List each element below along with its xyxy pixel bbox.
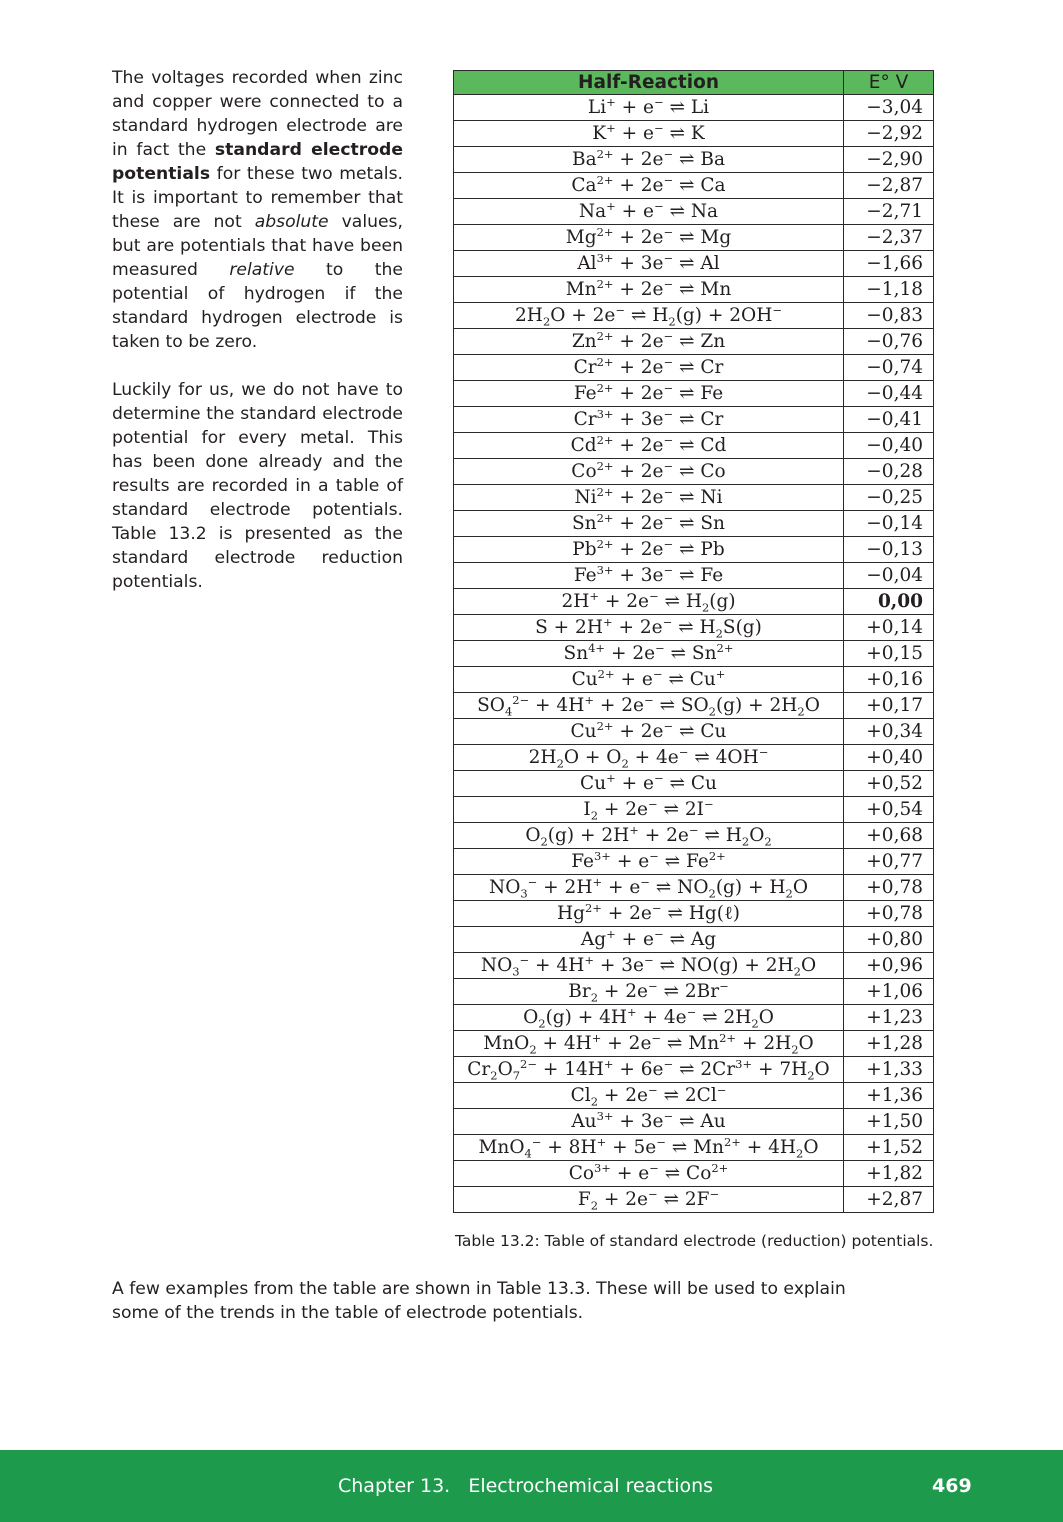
potential-value-cell: −0,28 [844,459,934,485]
potential-value-cell: +0,16 [844,667,934,693]
table-row [454,1083,934,1109]
half-reaction-cell: Na+ + e− ⇌ Na [454,199,844,225]
table-row [454,95,934,121]
table-row [454,329,934,355]
half-reaction-cell: $Cr^{3+} + 3e^-$ ⇌ Cr [454,407,844,433]
potential-value-cell: +0,14 [844,615,934,641]
table-row [454,719,934,745]
half-reaction-cell: $O_2(g) + 2H^+ + 2e^-$ ⇌ $H_2O_2$ [454,823,844,849]
table-row [454,953,934,979]
table-row [454,173,934,199]
half-reaction-cell: $Al^{3+} + 3e^-$ ⇌ Al [454,251,844,277]
table-row [454,147,934,173]
table-row [454,225,934,251]
half-reaction-cell: S + 2H+ + 2e− ⇌ $H_2S(g)$ [454,615,844,641]
potential-value-cell: +0,77 [844,849,934,875]
table-row [454,823,934,849]
potential-value-cell: −0,41 [844,407,934,433]
table-row [454,1031,934,1057]
potential-value-cell: +0,78 [844,901,934,927]
table-row [454,693,934,719]
potential-value-cell: +1,28 [844,1031,934,1057]
half-reaction-cell: $Cd^{2+} + 2e^-$ ⇌ Cd [454,433,844,459]
table-row [454,199,934,225]
potential-value-cell: −2,87 [844,173,934,199]
table-row [454,355,934,381]
potential-value-cell: +0,78 [844,875,934,901]
table-row [454,1109,934,1135]
potential-value-cell: −1,18 [844,277,934,303]
half-reaction-cell: $Mn^{2+} + 2e^-$ ⇌ Mn [454,277,844,303]
half-reaction-cell: Li+ + e− ⇌ Li [454,95,844,121]
half-reaction-cell: $Cl_2 + 2e^-$ ⇌ 2Cl− [454,1083,844,1109]
potential-value-cell: +1,33 [844,1057,934,1083]
half-reaction-cell: $Cu^{2+} + 2e^-$ ⇌ Cu [454,719,844,745]
table-row [454,407,934,433]
potential-value-cell: +1,50 [844,1109,934,1135]
table-row [454,1161,934,1187]
table-row [454,667,934,693]
table-row [454,979,934,1005]
side-text-run: values, but are potentials that have been measured [112,212,403,280]
half-reaction-cell: Ag+ + e− ⇌ Ag [454,927,844,953]
table-row [454,511,934,537]
table-row [454,589,934,615]
half-reaction-cell: $Br_2 + 2e^-$ ⇌ 2Br− [454,979,844,1005]
half-reaction-cell: MnO$_4$− + 8H+ + 5e− ⇌ $Mn^{2+} + 4H_2O$ [454,1135,844,1161]
side-paragraph-2: Luckily for us, we do not have to determine the standard electrode potential for every metal. This has been done already and the results are recorded in a table of standard electrode potentials. Table 13.2 is presented as the standard electrode reduction potentials. [112,380,403,592]
table-row [454,927,934,953]
potential-value-cell: −0,40 [844,433,934,459]
table-row [454,277,934,303]
table-row [454,303,934,329]
table-row [454,459,934,485]
potential-value-cell: +0,96 [844,953,934,979]
side-text-italic: absolute [254,212,329,232]
header-e-value: E° V [844,71,934,95]
table-body [454,95,934,1213]
half-reaction-cell: $Fe^{3+} + 3e^-$ ⇌ Fe [454,563,844,589]
potential-value-cell: −1,66 [844,251,934,277]
body-paragraph: A few examples from the table are shown in Table 13.3. These will be used to explain some of the trends in the table of electrode potentials. [112,1279,846,1323]
half-reaction-cell: Cu+ + e− ⇌ Cu [454,771,844,797]
side-text-run: to the potential of hydrogen if the standard hydrogen electrode is taken to be zero. [112,260,403,352]
table-row [454,1135,934,1161]
table-header-row [454,71,934,95]
potential-value-cell: +2,87 [844,1187,934,1213]
side-text-italic: relative [229,260,295,280]
potential-value-cell: −2,37 [844,225,934,251]
half-reaction-cell: $F_2 + 2e^-$ ⇌ 2F− [454,1187,844,1213]
side-text-run: for these two metals. It is important to remember that these are not [112,164,403,232]
table-row [454,771,934,797]
half-reaction-cell: $NO_3^- + 2H^+ + e^-$ ⇌ $NO_2(g) + H_2O$ [454,875,844,901]
potential-value-cell: −2,90 [844,147,934,173]
table-row [454,381,934,407]
potential-value-cell: −0,04 [844,563,934,589]
half-reaction-cell: $Au^{3+} + 3e^-$ ⇌ Au [454,1109,844,1135]
half-reaction-cell: $SO_4^{2-} + 4H^+ + 2e^-$ ⇌ $SO_2(g) + 2H_2O$ [454,693,844,719]
half-reaction-cell: $2H_2O + O_2 + 4e^-$ ⇌ 4OH− [454,745,844,771]
potential-value-cell: +0,80 [844,927,934,953]
side-text-bold: standard electrode potentials [112,140,403,184]
half-reaction-cell: $O_2(g) + 4H^+ + 4e^-$ ⇌ $2H_2O$ [454,1005,844,1031]
potential-value-cell: +1,06 [844,979,934,1005]
header-half-reaction: Half-Reaction [454,71,844,95]
half-reaction-cell: $I_2 + 2e^-$ ⇌ 2I− [454,797,844,823]
half-reaction-cell: $Cr_2O_7^{2-} + 14H^+ + 6e^-$ ⇌ $2Cr^{3+} + 7H_2O$ [454,1057,844,1083]
potential-value-cell: +1,82 [844,1161,934,1187]
potential-value-cell: −0,44 [844,381,934,407]
table-row [454,745,934,771]
half-reaction-cell: $Co^{2+} + 2e^-$ ⇌ Co [454,459,844,485]
side-paragraph-1 [112,66,403,354]
potential-value-cell: +0,34 [844,719,934,745]
potential-value-cell: −0,83 [844,303,934,329]
half-reaction-cell: K+ + e− ⇌ K [454,121,844,147]
half-reaction-cell: $Co^{3+} + e^-$ ⇌ $Co^{2+}$ [454,1161,844,1187]
half-reaction-cell: $Ni^{2+} + 2e^-$ ⇌ Ni [454,485,844,511]
half-reaction-cell: 2H+ + 2e− ⇌ $H_2(g)$ [454,589,844,615]
half-reaction-cell: $Sn^{4+} + 2e^-$ ⇌ $Sn^{2+}$ [454,641,844,667]
table-row [454,875,934,901]
half-reaction-cell: $Fe^{3+} + e^-$ ⇌ $Fe^{2+}$ [454,849,844,875]
half-reaction-cell: $Fe^{2+} + 2e^-$ ⇌ Fe [454,381,844,407]
potential-value-cell: −0,76 [844,329,934,355]
potential-value-cell: +1,36 [844,1083,934,1109]
half-reaction-cell: $Cu^{2+} + e^-$ ⇌ Cu+ [454,667,844,693]
potential-value-cell: 0,00 [844,589,934,615]
page-footer [0,1450,1063,1522]
table-row [454,485,934,511]
table-row [454,537,934,563]
side-text-run: The voltages recorded when zinc and copper were connected to a standard hydrogen electrode are in fact the [112,68,403,160]
table-caption: Table 13.2: Table of standard electrode (reduction) potentials. [455,1232,934,1250]
table-row [454,1005,934,1031]
table-row [454,433,934,459]
potential-value-cell: −0,74 [844,355,934,381]
potential-value-cell: +0,15 [844,641,934,667]
potential-value-cell: +1,23 [844,1005,934,1031]
table-row [454,901,934,927]
table-row [454,615,934,641]
half-reaction-cell: $NO_3^- + 4H^+ + 3e^-$ ⇌ $NO(g) + 2H_2O$ [454,953,844,979]
half-reaction-cell: $Sn^{2+} + 2e^-$ ⇌ Sn [454,511,844,537]
half-reaction-cell: $Pb^{2+} + 2e^-$ ⇌ Pb [454,537,844,563]
potential-value-cell: −2,71 [844,199,934,225]
potential-value-cell: +0,17 [844,693,934,719]
half-reaction-cell: $Zn^{2+} + 2e^-$ ⇌ Zn [454,329,844,355]
table-row [454,797,934,823]
half-reaction-cell: $Ba^{2+} + 2e^-$ ⇌ Ba [454,147,844,173]
table-row [454,1057,934,1083]
potential-value-cell: −0,13 [844,537,934,563]
table-row [454,849,934,875]
potential-value-cell: +0,68 [844,823,934,849]
table-row [454,121,934,147]
chapter-title: Chapter 13. Electrochemical reactions [338,1475,714,1497]
half-reaction-cell: $2H_2O + 2e^-$ ⇌ $H_2(g) + 2OH^-$ [454,303,844,329]
potential-value-cell: −2,92 [844,121,934,147]
electrode-potentials-table [453,70,934,1213]
half-reaction-cell: $Ca^{2+} + 2e^-$ ⇌ Ca [454,173,844,199]
half-reaction-cell: MnO$_2$ + 4H+ + 2e− ⇌ $Mn^{2+} + 2H_2O$ [454,1031,844,1057]
potential-value-cell: −3,04 [844,95,934,121]
page-number: 469 [932,1475,972,1497]
potential-value-cell: +0,40 [844,745,934,771]
table-row [454,563,934,589]
half-reaction-cell: $Hg^{2+} + 2e^-$ ⇌ Hg(ℓ) [454,901,844,927]
table-row [454,251,934,277]
table-row [454,641,934,667]
potential-value-cell: +0,54 [844,797,934,823]
half-reaction-cell: $Cr^{2+} + 2e^-$ ⇌ Cr [454,355,844,381]
half-reaction-cell: $Mg^{2+} + 2e^-$ ⇌ Mg [454,225,844,251]
potential-value-cell: +0,52 [844,771,934,797]
potential-value-cell: −0,25 [844,485,934,511]
side-text [112,66,403,618]
potential-value-cell: −0,14 [844,511,934,537]
potential-value-cell: +1,52 [844,1135,934,1161]
table-row [454,1187,934,1213]
